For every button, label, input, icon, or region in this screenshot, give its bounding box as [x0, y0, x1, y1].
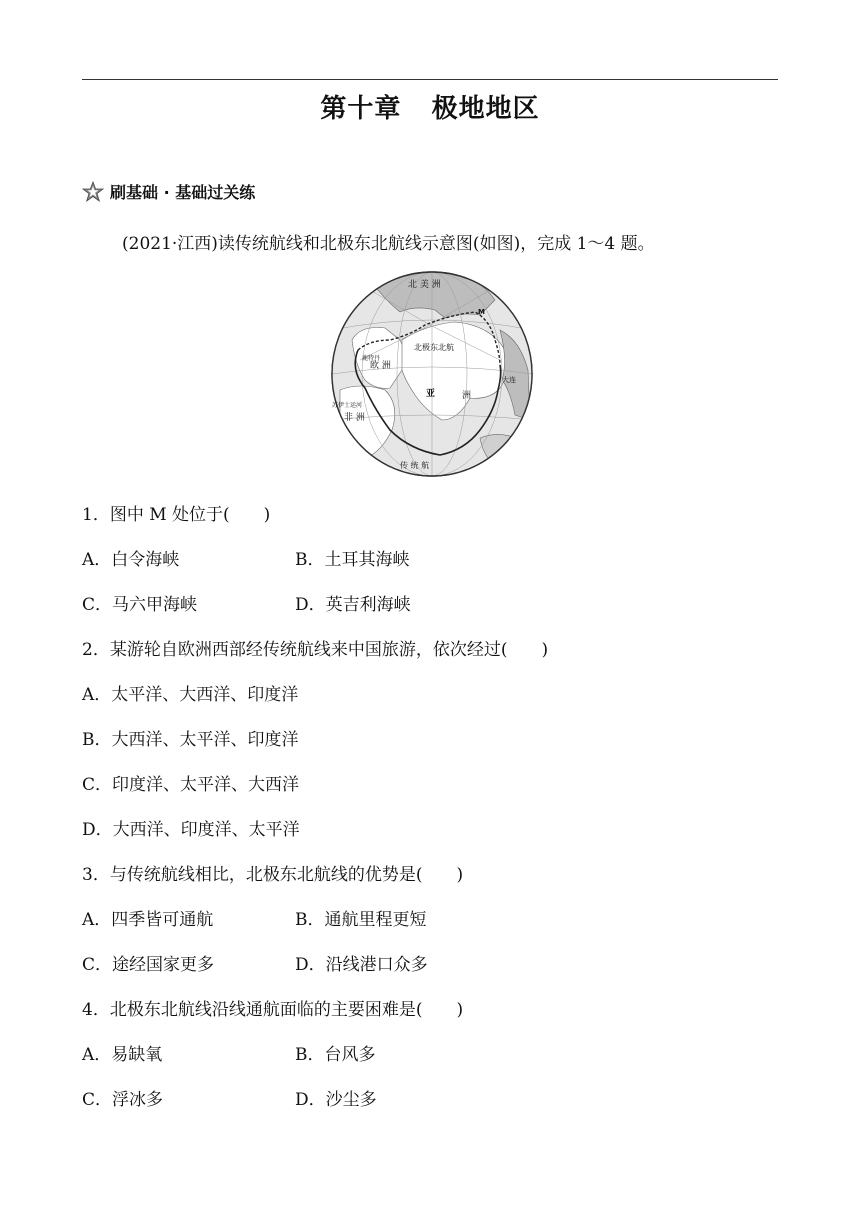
- label-africa: 非 洲: [344, 413, 365, 423]
- question-2-stem: 2．某游轮自欧洲西部经传统航线来中国旅游，依次经过( ): [82, 640, 549, 660]
- label-arctic-route: 北极东北航: [414, 343, 454, 352]
- question-1-option-a[interactable]: A．白令海峡: [82, 550, 180, 570]
- label-m: M: [478, 308, 485, 316]
- question-2-option-b[interactable]: B．大西洋、太平洋、印度洋: [82, 730, 299, 750]
- section-label: 刷基础 · 基础过关练: [110, 183, 256, 202]
- label-north-america: 北 美 洲: [408, 280, 441, 290]
- label-europe: 欧 洲: [370, 361, 391, 371]
- intro-text: (2021·江西)读传统航线和北极东北航线示意图(如图)，完成 1～4 题。: [122, 234, 655, 254]
- question-3-option-b[interactable]: B．通航里程更短: [295, 910, 427, 930]
- star-icon: [82, 181, 104, 203]
- label-rotterdam: 鹿特丹: [362, 355, 381, 362]
- question-1-option-d[interactable]: D．英吉利海峡: [295, 595, 411, 615]
- chapter-title: 第十章 极地地区: [320, 94, 540, 124]
- question-4-option-a[interactable]: A．易缺氧: [82, 1045, 163, 1065]
- question-3-option-a[interactable]: A．四季皆可通航: [82, 910, 214, 930]
- question-2-option-c[interactable]: C．印度洋、太平洋、大西洋: [82, 775, 300, 795]
- question-4-option-c[interactable]: C．浮冰多: [82, 1090, 164, 1110]
- question-1-option-b[interactable]: B．土耳其海峡: [295, 550, 410, 570]
- question-2-option-d[interactable]: D．大西洋、印度洋、太平洋: [82, 820, 300, 840]
- route-map: [330, 270, 535, 480]
- question-3-stem: 3．与传统航线相比，北极东北航线的优势是( ): [82, 865, 464, 885]
- question-1-option-c[interactable]: C．马六甲海峡: [82, 595, 198, 615]
- label-suez: 苏伊士运河: [332, 402, 363, 409]
- question-3-option-c[interactable]: C．途经国家更多: [82, 955, 215, 975]
- label-asia: 亚: [426, 389, 436, 399]
- label-traditional-route: 传 统 航: [400, 461, 430, 470]
- land-australia: [480, 434, 521, 468]
- question-3-option-d[interactable]: D．沿线港口众多: [295, 955, 428, 975]
- question-4-option-d[interactable]: D．沙尘多: [295, 1090, 377, 1110]
- question-4-option-b[interactable]: B．台风多: [295, 1045, 376, 1065]
- question-2-option-a[interactable]: A．太平洋、大西洋、印度洋: [82, 685, 299, 705]
- question-1-stem: 1．图中 M 处位于( ): [82, 505, 271, 525]
- section-heading: [82, 180, 255, 203]
- label-asia-2: 洲: [462, 391, 472, 401]
- question-4-stem: 4．北极东北航线沿线通航面临的主要困难是( ): [82, 1000, 464, 1020]
- label-dalian: 大连: [502, 376, 516, 384]
- header-rule: [82, 79, 778, 80]
